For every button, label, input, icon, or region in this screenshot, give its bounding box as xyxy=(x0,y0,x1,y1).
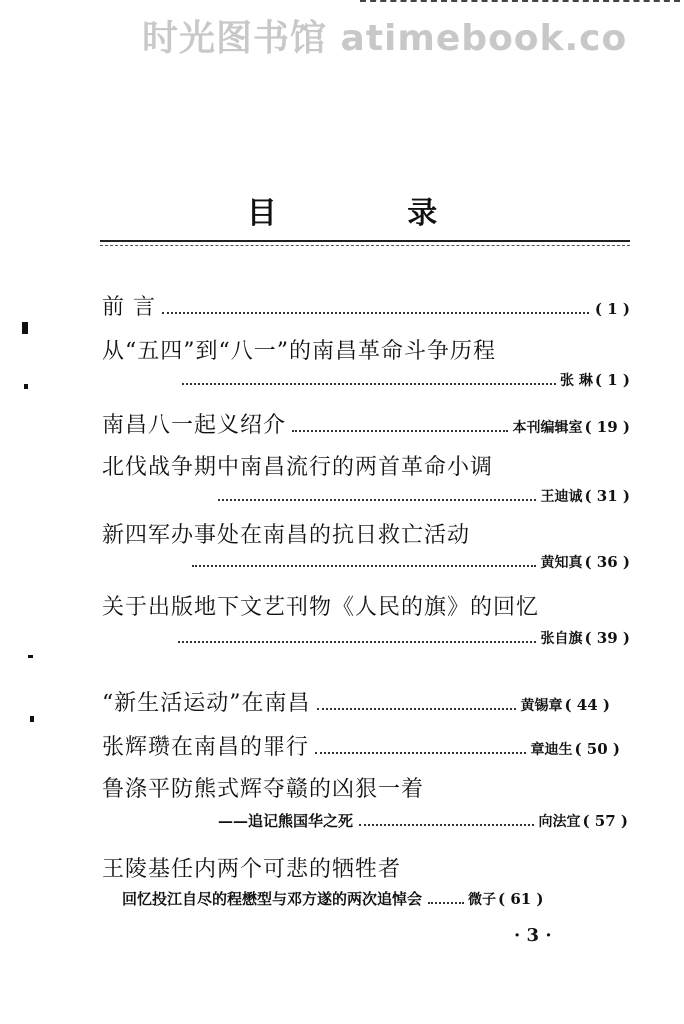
entry-page: ( 36 ) xyxy=(584,553,630,571)
entry-page: ( 19 ) xyxy=(584,418,630,436)
entry-subtitle: ——追记熊国华之死 xyxy=(218,812,354,830)
entry-author: 本刊编辑室 xyxy=(512,420,583,436)
entry-page: ( 31 ) xyxy=(584,487,630,505)
entry-title: 张辉瓒在南昌的罪行 xyxy=(102,735,310,760)
leader-dots xyxy=(317,707,517,710)
entry-subtitle: 回忆投江自尽的程懋型与邓方遂的两次追悼会 xyxy=(122,890,423,908)
toc-entry-meta xyxy=(172,628,630,648)
scan-speck xyxy=(30,716,34,722)
entry-author: 向法宜 xyxy=(538,814,581,830)
entry-page: ( 61 ) xyxy=(498,890,544,908)
entry-page: ( 1 ) xyxy=(594,371,630,389)
page-title: 目 录 xyxy=(246,196,498,231)
entry-title: 前 言 xyxy=(102,295,156,320)
toc-entry xyxy=(102,730,620,761)
entry-page: ( 39 ) xyxy=(584,629,630,647)
toc-entry-meta xyxy=(218,810,628,831)
toc-entry xyxy=(102,334,496,365)
entry-author: 黄锡章 xyxy=(520,698,563,714)
toc-entry-meta xyxy=(186,552,630,572)
toc-entry xyxy=(102,518,470,549)
title-rule xyxy=(100,240,630,242)
entry-author: 张自旗 xyxy=(540,631,583,647)
entry-page: ( 1 ) xyxy=(594,300,630,318)
entry-page: ( 50 ) xyxy=(574,740,620,758)
toc-entry xyxy=(102,450,493,481)
leader-dots xyxy=(182,382,556,385)
entry-title: 北伐战争期中南昌流行的两首革命小调 xyxy=(102,455,494,480)
header-dash-line xyxy=(360,0,680,8)
leader-dots xyxy=(428,901,464,904)
entry-title: “新生活运动”在南昌 xyxy=(102,691,311,716)
entry-title: 鲁涤平防熊式辉夺赣的凶狠一着 xyxy=(102,777,425,802)
scan-speck xyxy=(24,384,28,389)
toc-entry xyxy=(102,290,630,321)
toc-entry xyxy=(102,408,630,439)
entry-author: 章迪生 xyxy=(530,742,573,758)
entry-page: ( 44 ) xyxy=(564,696,610,714)
toc-entry xyxy=(102,590,539,621)
entry-title: 新四军办事处在南昌的抗日救亡活动 xyxy=(102,523,471,548)
entry-author: 黄知真 xyxy=(540,555,583,571)
toc-entry xyxy=(102,852,401,883)
toc-entry-meta xyxy=(122,888,618,909)
page-number: · 3 · xyxy=(514,925,552,946)
entry-title: 关于出版地下文艺刊物《人民的旗》的回忆 xyxy=(102,595,540,620)
entry-title: 从“五四”到“八一”的南昌革命斗争历程 xyxy=(102,339,496,364)
leader-dots xyxy=(162,311,589,314)
watermark-text: 时光图书馆 atimebook.co xyxy=(142,18,628,59)
entry-title: 南昌八一起义绍介 xyxy=(102,413,287,438)
leader-dots xyxy=(192,564,536,567)
scan-speck xyxy=(28,655,33,658)
toc-entry xyxy=(102,686,610,717)
entry-author: 微子 xyxy=(468,892,497,908)
toc-entry-meta xyxy=(212,486,630,506)
leader-dots xyxy=(359,823,534,826)
leader-dots xyxy=(218,498,536,501)
leader-dots xyxy=(315,751,526,754)
entry-title: 王陵基任内两个可悲的牺牲者 xyxy=(102,857,402,882)
toc-entry xyxy=(102,772,424,803)
scan-speck xyxy=(22,322,28,334)
toc-entry-meta xyxy=(176,370,630,390)
entry-author: 王迪诚 xyxy=(540,489,583,505)
leader-dots xyxy=(178,640,536,643)
entry-page: ( 57 ) xyxy=(582,812,628,830)
entry-author: 张 琳 xyxy=(560,373,593,389)
leader-dots xyxy=(292,429,508,432)
title-rule-dashed xyxy=(100,245,630,246)
